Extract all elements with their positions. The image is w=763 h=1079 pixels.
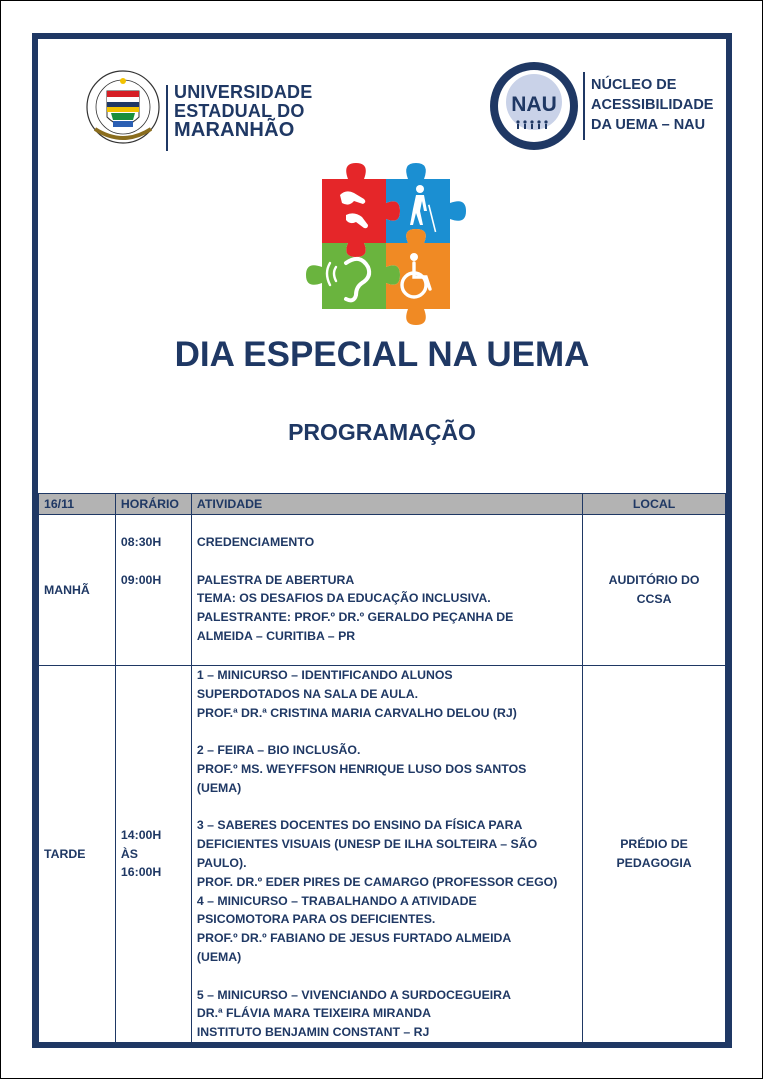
page-subtitle: PROGRAMAÇÃO bbox=[288, 419, 476, 445]
schedule-row-afternoon bbox=[39, 666, 726, 1043]
nau-name-line1: NÚCLEO DE bbox=[591, 77, 677, 93]
nau-logo bbox=[487, 59, 581, 153]
period-cell: TARDE bbox=[39, 666, 116, 1043]
page-title: DIA ESPECIAL NA UEMA bbox=[174, 335, 590, 374]
activity-line: 1 – MINICURSO – IDENTIFICANDO ALUNOS bbox=[196, 668, 453, 682]
header-location: LOCAL bbox=[583, 494, 726, 515]
activity-line: PAULO). bbox=[196, 855, 247, 870]
header-time: HORÁRIO bbox=[115, 494, 191, 515]
schedule-header-row bbox=[39, 494, 726, 515]
time-cell bbox=[115, 666, 191, 1043]
nau-name-line3: DA UEMA – NAU bbox=[591, 117, 706, 133]
time-line: 08:30H bbox=[120, 535, 162, 549]
activity-line: INSTITUTO BENJAMIN CONSTANT – RJ bbox=[196, 1025, 430, 1040]
activity-line: PSICOMOTORA PARA OS DEFICIENTES. bbox=[196, 912, 436, 927]
activity-line: (UEMA) bbox=[196, 780, 242, 795]
schedule-row-morning bbox=[39, 515, 726, 666]
time-line: ÀS bbox=[120, 846, 139, 861]
activity-line: TEMA: OS DESAFIOS DA EDUCAÇÃO INCLUSIVA. bbox=[196, 591, 491, 606]
activity-line: PALESTRA DE ABERTURA bbox=[196, 572, 355, 587]
activity-line: PROF. DR.º EDER PIRES DE CAMARGO (PROFESSOR CEGO) bbox=[196, 874, 558, 889]
activity-line: ALMEIDA – CURITIBA – PR bbox=[196, 628, 356, 643]
uema-name-line3: MARANHÃO bbox=[174, 119, 295, 141]
schedule-table bbox=[38, 493, 726, 1043]
time-line: 16:00H bbox=[120, 865, 162, 880]
activity-line: SUPERDOTADOS NA SALA DE AULA. bbox=[196, 686, 418, 701]
activity-line: PALESTRANTE: PROF.º DR.º GERALDO PEÇANHA DE bbox=[196, 610, 514, 625]
accessibility-puzzle-icon bbox=[302, 159, 470, 329]
time-cell bbox=[115, 515, 191, 666]
nau-wordmark bbox=[591, 75, 713, 135]
activity-line: CREDENCIAMENTO bbox=[196, 535, 315, 549]
uema-divider bbox=[166, 85, 168, 151]
activity-line: DR.ª FLÁVIA MARA TEIXEIRA MIRANDA bbox=[196, 1006, 431, 1021]
header-activity: ATIVIDADE bbox=[191, 494, 582, 515]
uema-seal-logo bbox=[85, 67, 161, 153]
header-day: 16/11 bbox=[39, 494, 116, 515]
location-line: PEDAGOGIA bbox=[616, 855, 692, 870]
location-line: AUDITÓRIO DO bbox=[608, 573, 700, 588]
location-line: CCSA bbox=[636, 592, 672, 606]
time-line: 09:00H bbox=[120, 572, 162, 587]
uema-name-line1: UNIVERSIDADE bbox=[174, 82, 313, 102]
activity-cell bbox=[191, 666, 582, 1043]
activity-line: 2 – FEIRA – BIO INCLUSÃO. bbox=[196, 743, 361, 758]
blind-person-puzzle-piece bbox=[386, 163, 466, 243]
nau-divider bbox=[583, 72, 585, 140]
uema-name-line2: ESTADUAL DO bbox=[174, 101, 305, 121]
activity-line: 5 – MINICURSO – VIVENCIANDO A SURDOCEGUEIRA bbox=[196, 987, 511, 1002]
period-cell: MANHÃ bbox=[39, 515, 116, 666]
nau-name-line2: ACESSIBILIDADE bbox=[591, 97, 714, 113]
activity-line: PROF.ª DR.ª CRISTINA MARIA CARVALHO DELOU (RJ) bbox=[196, 705, 517, 720]
uema-wordmark bbox=[174, 83, 312, 140]
activity-line: DEFICIENTES VISUAIS (UNESP DE ILHA SOLTEIRA – SÃO bbox=[196, 837, 538, 852]
activity-line: PROF.º MS. WEYFFSON HENRIQUE LUSO DOS SANTOS bbox=[196, 761, 527, 776]
nau-badge-text: NAU bbox=[511, 93, 557, 116]
activity-line: 3 – SABERES DOCENTES DO ENSINO DA FÍSICA PARA bbox=[196, 818, 523, 833]
activity-line: (UEMA) bbox=[196, 949, 242, 964]
location-line: PRÉDIO DE bbox=[620, 837, 688, 852]
activity-cell bbox=[191, 515, 582, 666]
flyer-frame bbox=[32, 33, 732, 1048]
activity-line: PROF.º DR.º FABIANO DE JESUS FURTADO ALMEIDA bbox=[196, 931, 512, 946]
time-line: 14:00H bbox=[120, 827, 162, 842]
activity-line: 4 – MINICURSO – TRABALHANDO A ATIVIDADE bbox=[196, 893, 477, 908]
location-cell bbox=[583, 666, 726, 1043]
location-cell bbox=[583, 515, 726, 666]
